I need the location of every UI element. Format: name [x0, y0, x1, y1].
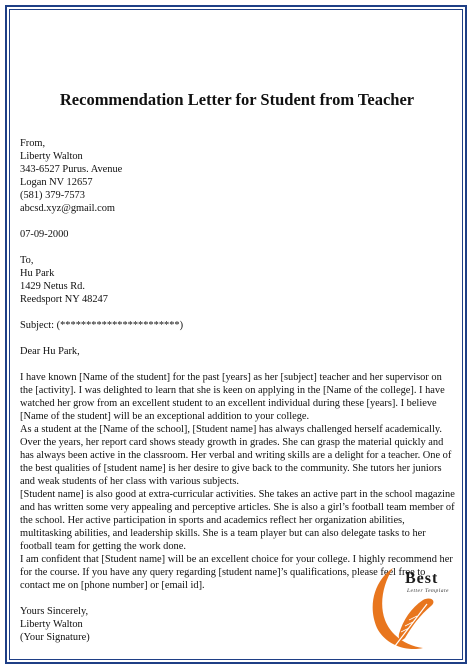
body-line: [Name of the student] will be an exceptional addition to your college. — [20, 411, 310, 422]
body-line: football team for getting the work done. — [20, 541, 186, 552]
recipient-address-line-2: Reedsport NY 48247 — [20, 294, 108, 305]
recipient-address-line-1: 1429 Netus Rd. — [20, 281, 85, 292]
salutation: Dear Hu Park, — [20, 346, 80, 357]
body-line: the best qualities of [student name] is her desire to give back to the community. She tutors her juniors — [20, 463, 442, 474]
subject-line: Subject: (***********************) — [20, 320, 184, 331]
body-line: and weak students of her class with various subjects. — [20, 476, 240, 487]
sender-email: abcsd.xyz@gmail.com — [20, 203, 115, 214]
body-line: for the course. If you have any query regarding [student name]’s qualifications, please feel free to — [20, 567, 426, 578]
recipient-label: To, — [20, 255, 34, 266]
body-line: has always been active in the classroom. Her verbal and writing skills are a delight for a teacher. One of — [20, 450, 452, 461]
sender-phone: (581) 379-7573 — [20, 190, 85, 201]
body-line: I have known [Name of the student] for the past [years] as her [subject] teacher and her supervisor on — [20, 372, 442, 383]
logo-tagline: Letter Template — [407, 588, 449, 594]
body-line: and has written some very appealing and perceptive articles. She is also a girl’s football team member of — [20, 502, 455, 513]
logo-wordmark: Best — [405, 570, 439, 587]
body-line: the school. Her active participation in sports and academics reflect her organization abilities, — [20, 515, 405, 526]
body-line: [Student name] is also good at extra-curricular activities. She takes an active part in the school magazine — [20, 489, 455, 500]
body-line: contact me on [phone number] or [email id]. — [20, 580, 205, 591]
body-line: multitasking abilities, and leadership skills. She is a team player but can also delegate tasks to her — [20, 528, 426, 539]
best-letter-template-logo — [365, 560, 470, 660]
signature-placeholder: (Your Signature) — [20, 632, 90, 643]
sender-label: From, — [20, 138, 46, 149]
letter-title: Recommendation Letter for Student from Teacher — [59, 90, 415, 109]
closing: Yours Sincerely, — [20, 606, 89, 617]
recipient-name: Hu Park — [20, 268, 55, 279]
body-line: watched her grow from an excellent student to an excellent individual during these [years]. I believe — [20, 398, 437, 409]
body-line: As a student at the [Name of the school], [Student name] has always challenged herself academically. — [20, 424, 443, 435]
body-line: Over the years, her report card shows steady growth in grades. She can grasp the material quickly and — [20, 437, 444, 448]
letter-body — [20, 371, 460, 592]
sender-name: Liberty Walton — [20, 151, 83, 162]
body-line: I am confident that [Student name] will be an excellent choice for your college. I highly recommend her — [20, 554, 453, 565]
sender-address-line-2: Logan NV 12657 — [20, 177, 93, 188]
closing-name: Liberty Walton — [20, 619, 83, 630]
body-line: the [activity]. I was delighted to learn that she is keen on applying in the [Name of the college]. I have — [20, 385, 445, 396]
letter-date: 07-09-2000 — [20, 229, 69, 240]
sender-address-line-1: 343-6527 Purus. Avenue — [20, 164, 123, 175]
